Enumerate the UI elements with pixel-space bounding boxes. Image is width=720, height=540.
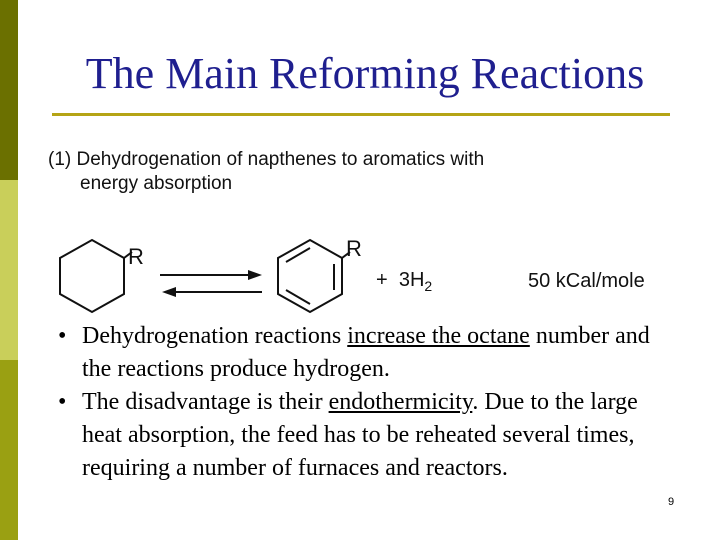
bullet-list	[58, 320, 658, 485]
bullet-underlined-text: endothermicity	[328, 389, 473, 415]
equilibrium-arrows	[160, 270, 262, 297]
bullet-marker: •	[58, 389, 67, 415]
figure-caption-line2: energy absorption	[80, 173, 233, 194]
page-number: 9	[668, 496, 675, 508]
plus-sign: +	[376, 269, 388, 291]
bullet-text: The disadvantage is their	[82, 389, 329, 415]
product-substituent-label: R	[346, 236, 362, 261]
hydrogen-symbol: H	[409, 269, 425, 291]
hydrogen-coefficient: 3	[398, 269, 410, 291]
reaction-energy: 50 kCal/mole	[528, 270, 645, 292]
bullet-marker: •	[58, 323, 67, 349]
bullet-text: Dehydrogenation reactions	[82, 323, 348, 349]
bullet-text: number and the reactions produce hydrogen.	[82, 323, 650, 382]
reactant-substituent-label: R	[128, 244, 144, 269]
hydrogen-term	[376, 270, 432, 293]
bullet-item	[58, 386, 658, 485]
hydrogen-subscript: 2	[424, 278, 433, 294]
cyclohexane-ring	[60, 240, 124, 312]
benzene-ring	[278, 240, 342, 312]
figure-caption-line1: (1) Dehydrogenation of napthenes to aromatics with	[48, 149, 485, 170]
bullet-item	[58, 320, 658, 386]
slide-title: The Main Reforming Reactions	[85, 49, 645, 98]
bullet-text: . Due to the large heat absorption, the feed has to be reheated several times, requiring a number of furnaces and reactors.	[82, 389, 638, 481]
bullet-underlined-text: increase the octane	[347, 323, 530, 349]
